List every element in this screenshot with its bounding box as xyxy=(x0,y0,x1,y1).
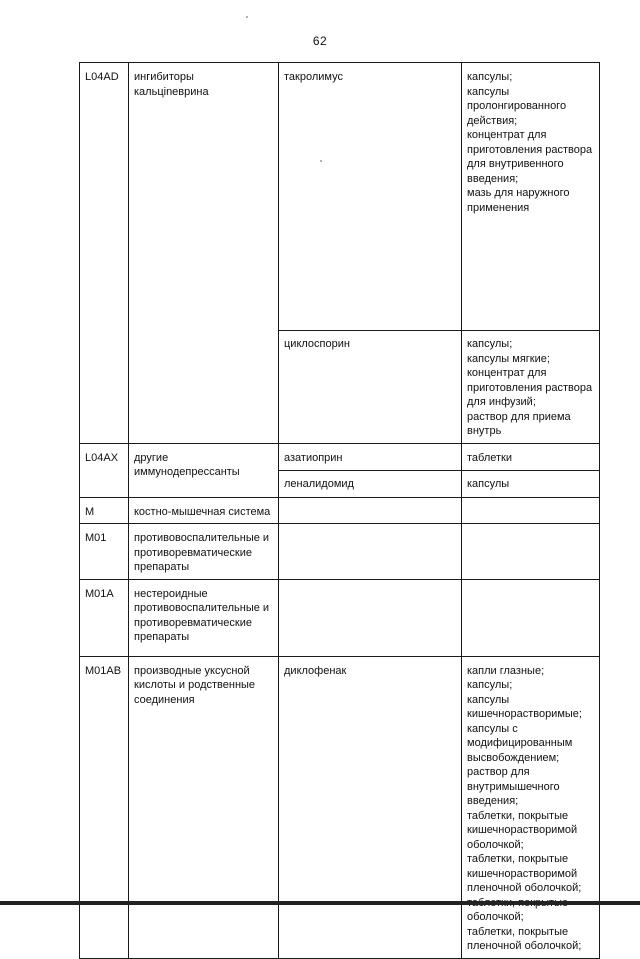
group-line: препараты xyxy=(134,631,190,643)
table-row xyxy=(80,443,600,470)
dosage-forms-cell xyxy=(462,63,600,331)
dosage-form-line: капли глазные; xyxy=(467,664,545,677)
dosage-form-line: действия; xyxy=(467,114,518,127)
group-line: противоревматические xyxy=(134,546,252,559)
dosage-forms-cell xyxy=(462,579,600,656)
group-cell xyxy=(129,443,279,497)
atc-code-cell: M01AB xyxy=(80,656,129,958)
dosage-form-line: капсулы; xyxy=(467,71,513,83)
dosage-form-line: капсулы xyxy=(467,85,510,98)
dosage-form-line: раствор для xyxy=(467,766,530,778)
dosage-forms-cell xyxy=(462,470,600,497)
group-line: иммунодепрессанты xyxy=(134,466,240,478)
group-line: кислоты и родственные xyxy=(134,679,256,691)
dosage-form-line: оболочкой; xyxy=(467,911,524,923)
table-row xyxy=(80,63,600,331)
group-line: костно-мышечная система xyxy=(134,505,271,518)
dosage-form-line: введения; xyxy=(467,795,519,807)
drug-name-cell: азатиоприн xyxy=(279,443,462,470)
scan-speck xyxy=(320,160,322,162)
dosage-form-line: кишечнорастворимой xyxy=(467,824,578,836)
atc-code-cell: M01A xyxy=(80,579,129,656)
atc-code-cell: M01 xyxy=(80,524,129,580)
scan-edge xyxy=(0,901,640,905)
dosage-form-line: таблетки xyxy=(467,451,513,464)
dosage-form-line: капсулы; xyxy=(467,679,513,691)
group-cell xyxy=(129,497,279,524)
dosage-form-line: внутрь xyxy=(467,425,502,437)
atc-code-cell: M xyxy=(80,497,129,524)
dosage-form-line: таблетки, покрытые xyxy=(467,853,569,865)
dosage-form-line: приготовления раствора xyxy=(467,143,593,156)
drug-name-cell xyxy=(279,579,462,656)
dosage-form-line: пролонгированного xyxy=(467,100,567,112)
dosage-form-line: для внутривенного xyxy=(467,158,564,170)
dosage-forms-cell xyxy=(462,497,600,524)
group-cell xyxy=(129,524,279,580)
dosage-form-line: кишечнорастворимые; xyxy=(467,708,582,720)
dosage-form-line: капсулы мягкие; xyxy=(467,352,550,365)
dosage-forms-cell xyxy=(462,331,600,444)
table-row xyxy=(80,579,600,656)
dosage-form-line: модифицированным xyxy=(467,737,573,749)
dosage-form-line: внутримышечного xyxy=(467,780,560,793)
group-line: другие xyxy=(134,451,169,464)
dosage-form-line: высвобождением; xyxy=(467,751,560,764)
table-row xyxy=(80,524,600,580)
dosage-form-line: приготовления раствора xyxy=(467,381,593,394)
drug-name-cell: диклофенак xyxy=(279,656,462,958)
group-line: препараты xyxy=(134,561,190,573)
group-line: нестероидные xyxy=(134,587,208,600)
drug-name-cell xyxy=(279,524,462,580)
group-cell xyxy=(129,656,279,958)
atc-code-cell: L04AX xyxy=(80,443,129,497)
drug-name-cell: такролимус xyxy=(279,63,462,331)
group-line: противовоспалительные и xyxy=(134,532,270,544)
dosage-form-line: капсулы xyxy=(467,477,510,490)
atc-code-cell: L04AD xyxy=(80,63,129,444)
page-number: 62 xyxy=(312,34,328,48)
dosage-form-line: концентрат для xyxy=(467,367,547,379)
dosage-form-line: кишечнорастворимой xyxy=(467,867,578,880)
dosage-form-line: оболочкой; xyxy=(467,838,524,851)
dosage-form-line: пленочной оболочкой; xyxy=(467,882,582,894)
dosage-form-line: раствор для приема xyxy=(467,410,571,423)
dosage-forms-cell xyxy=(462,656,600,958)
dosage-form-line: капсулы с xyxy=(467,722,518,735)
dosage-form-line: капсулы xyxy=(467,693,510,706)
dosage-forms-cell xyxy=(462,524,600,580)
drug-name-cell: циклоспорин xyxy=(279,331,462,444)
dosage-form-line: концентрат для xyxy=(467,129,547,141)
dosage-form-line: применения xyxy=(467,201,530,214)
dosage-form-line: пленочной оболочкой; xyxy=(467,940,582,952)
group-line: соединения xyxy=(134,693,195,706)
group-cell xyxy=(129,63,279,444)
dosage-form-line: мазь для наружного xyxy=(467,187,570,199)
group-line: противовоспалительные и xyxy=(134,602,270,614)
group-line: ингибиторы xyxy=(134,71,194,83)
table-row xyxy=(80,656,600,958)
table-body xyxy=(80,63,600,959)
drug-name-cell: леналидомид xyxy=(279,470,462,497)
group-line: кальцineврина xyxy=(134,85,209,98)
group-cell xyxy=(129,579,279,656)
dosage-forms-cell xyxy=(462,443,600,470)
scan-speck xyxy=(246,16,248,18)
dosage-form-line: введения; xyxy=(467,172,519,185)
drug-table xyxy=(79,62,600,959)
drug-name-cell xyxy=(279,497,462,524)
group-line: производные уксусной xyxy=(134,664,250,677)
dosage-form-line: капсулы; xyxy=(467,338,513,350)
dosage-form-line: таблетки, покрытые xyxy=(467,925,569,938)
group-line: противоревматические xyxy=(134,616,252,629)
dosage-form-line: для инфузий; xyxy=(467,396,536,408)
dosage-form-line: таблетки, покрытые xyxy=(467,809,569,822)
table-row xyxy=(80,497,600,524)
